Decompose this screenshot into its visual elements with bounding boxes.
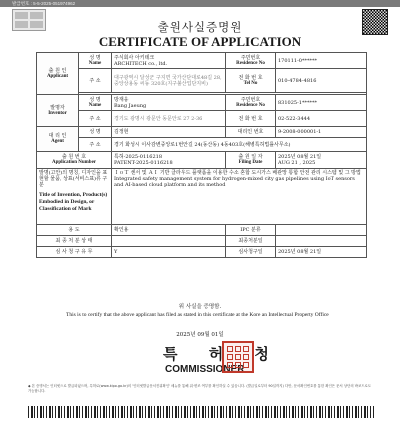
office-name-korean: 특 허 청	[163, 345, 282, 363]
invention-title: ＩｏＴ 센서 및 ＡＩ 기반 클라우드 플랫폼을 이용한 수소 혼합 도시가스 배관망 통합 안전 관리 시스템 및 그 방법 Integrated safety management system for hydrogen-mixed city gas pipelines using IoT sensors and AI-based cloud platform and its method	[112, 169, 367, 225]
inventor-name: 방재웅 Bang Jaeung	[112, 95, 226, 111]
title-korean: 출원사실증명원	[157, 20, 243, 34]
agent-name-label: 성 명	[79, 127, 112, 138]
usage-label: 용 도	[37, 225, 112, 236]
inventor-address-label: 주 소	[79, 111, 112, 127]
agent-section: 대 리 인 Agent	[37, 127, 79, 152]
top-band	[0, 0, 400, 7]
exam-request-value: Y	[112, 247, 226, 258]
applicant-address: 대구광역시 달성군 구지면 국가산단대로48길 28, 중앙상용동 씨동 320호(지구불산업단지비)	[112, 69, 226, 93]
office-name-english: COMMISSIONER	[165, 364, 245, 375]
applicant-residence-no: 170111-0******	[276, 53, 367, 69]
final-status-label: 최 종 처 분 상 태	[37, 236, 112, 247]
final-status-value	[112, 236, 226, 247]
agent-address: 경기 화성시 이사감변중앙로1번안길 24(동산동) 4동403호(해병특허법률사무소)	[112, 138, 367, 152]
agent-number: 9-2008-000001-1	[276, 127, 367, 138]
filing-date: 2025년 08월 21일 AUG 21 , 2025	[276, 152, 367, 169]
ipc-label: IPC 분류	[226, 225, 276, 236]
inventor-phone-label: 전 화 번 호	[226, 111, 276, 127]
invention-title-label: 발명(고안)의 명칭, 디자인을 표현할 물품, 상표(서비스표)류 구분 Title of Invention, Product(s) Embodied in Design, or Classification of Mark	[37, 169, 112, 225]
issue-date: 2025년 09월 01일	[176, 332, 224, 338]
filing-date-label: 출 원 일 자 Filing Date	[226, 152, 276, 169]
applicant-phone-label: 전 화 번 호 Tel No	[226, 69, 276, 93]
applicant-phone: 010-4784-4816	[276, 69, 367, 93]
applicant-residence-label: 주민번호 Residence No	[226, 53, 276, 69]
certify-korean: 위 사실을 증명함.	[178, 304, 222, 310]
document-number: 발급번호 : 5-5-2025-051974962	[12, 1, 76, 6]
ipc-value	[276, 225, 367, 236]
usage-value: 확인용	[112, 225, 226, 236]
agent-number-label: 대리인 번호	[226, 127, 276, 138]
applicant-section: 출 원 인 Applicant	[37, 53, 79, 95]
certify-english: This is to certify that the above applicant has filed as stated in this certificate at the Kore an Intellectual Property Office	[66, 312, 329, 318]
inventor-section: 발명자 Inventor	[37, 95, 79, 127]
exam-request-label: 심 사 청 구 유 무	[37, 247, 112, 258]
inventor-phone: 02-522-3444	[276, 111, 367, 127]
applicant-address-label: 주 소	[79, 69, 112, 93]
exam-date-label: 심사청구일	[226, 247, 276, 258]
barcode	[28, 406, 374, 418]
official-seal-icon	[222, 341, 254, 373]
exam-date-value: 2025년 08월 21일	[276, 247, 367, 258]
applicant-name-label: 성 명 Name	[79, 53, 112, 69]
application-number: 특허-2025-0116218 PATENT-2025-0116218	[112, 152, 226, 169]
final-date-value	[276, 236, 367, 247]
final-date-label: 최종처분일	[226, 236, 276, 247]
applicant-name: 주식회사 아키테크 ARCHITECH co., ltd.	[112, 53, 226, 69]
inventor-residence-no: 831025-1******	[276, 95, 367, 111]
inventor-address: 경기도 광명시 광문안 동문안로 27 2-36	[112, 111, 226, 127]
application-number-label: 출 원 번 호 Application Number	[37, 152, 112, 169]
agent-name: 김정현	[112, 127, 226, 138]
title-english: CERTIFICATE OF APPLICATION	[98, 34, 302, 49]
footer-notes: ◆ 본 증명서는 인터넷으로 발급되었으며, 특허로(www.kipo.go.kr)의 '인터넷발급문서진위확인' 메뉴를 통해 위·변조 여부를 확인하실 수 있습니다. (발급일로부터 90일까지) 다만, 문서확인번호를 통한 확인은 문서 상단의 바코드로도 가능합니다.	[28, 384, 372, 393]
inventor-name-label: 성 명 Name	[79, 95, 112, 111]
certificate-table	[36, 52, 367, 258]
agent-address-label: 주 소	[79, 138, 112, 152]
inventor-residence-label: 주민번호 Residence No	[226, 95, 276, 111]
